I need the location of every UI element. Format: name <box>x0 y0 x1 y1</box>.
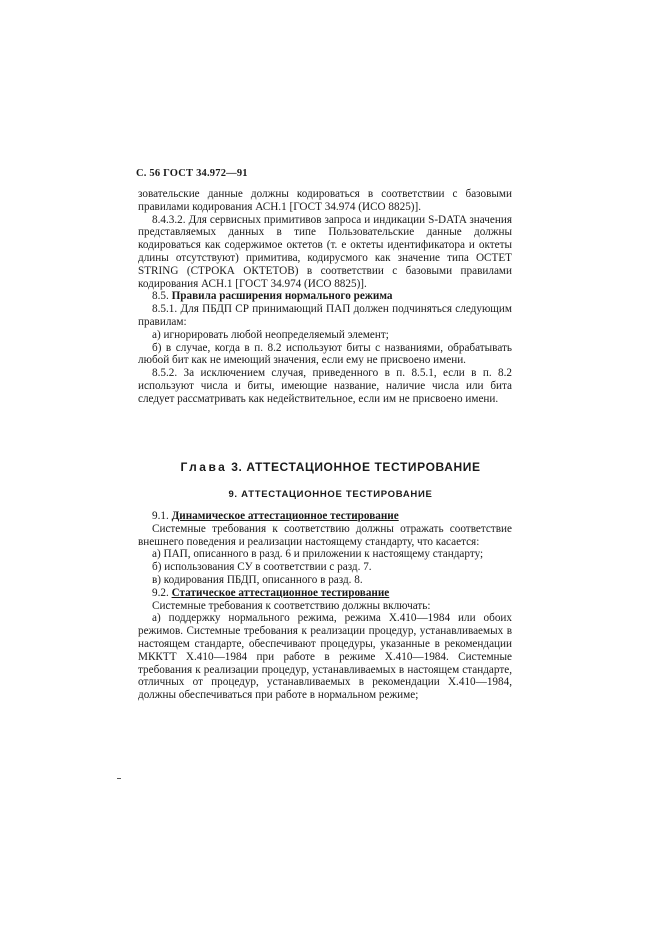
margin-mark <box>117 778 121 779</box>
heading-9-2 <box>138 587 512 600</box>
list-item-9-1-a: а) ПАП, описанного в разд. 6 и приложении к настоящему стандарту; <box>152 548 484 561</box>
heading-9-1-title: Динамическое аттестационное тестирование <box>171 510 399 522</box>
paragraph-9-1: Системные требования к соответствию должны отражать соответствие внешнего поведения и реализации настоящему стандарту, что касается: <box>138 522 512 548</box>
bottom-text-block <box>138 510 512 702</box>
list-item-9-2-a: а) поддержку нормального режима, режима Х.410—1984 или обоих режимов. Системные требования к реализации процедур, устанавливаемых в настоящем стандарте, обеспечивают процедуры, указанные в рекомендации МККТТ Х.410—1984 при работе в режиме Х.410—1984. Системные требования к реализации процедур, устанавливаемых в настоящем стандарте, отличных от процедур, устанавливаемых в рекомендации Х.410—1984, должны обеспечиваться при работе в нормальном режиме; <box>138 612 512 702</box>
heading-8-5-title: Правила расширения нормального режима <box>171 290 393 303</box>
paragraph-8-4-3-2: 8.4.3.2. Для сервисных примитивов запроса и индикации S-DATA значения представляемых данных в типе Пользовательские данные должны кодироваться как содержимое октетов (т. е октеты идентификатора и октеты длины отсутствуют) примитива, кодирусмого как значение типа OCTET STRING (СТРОКА ОКТЕТОВ) в соответствии с базовыми правилами кодирования АСН.1 [ГОСТ 34.974 (ИСО 8825)]. <box>138 213 512 290</box>
section-heading: 9. АТТЕСТАЦИОННОЕ ТЕСТИРОВАНИЕ <box>228 489 433 500</box>
heading-9-1 <box>138 510 512 523</box>
heading-8-5-number: 8.5. <box>152 290 169 303</box>
chapter-heading <box>0 460 661 474</box>
page-header: С. 56 ГОСТ 34.972—91 <box>136 168 248 179</box>
heading-8-5 <box>138 290 512 303</box>
chapter-title: 3. АТТЕСТАЦИОННОЕ ТЕСТИРОВАНИЕ <box>231 460 481 474</box>
heading-9-2-number: 9.2. <box>152 586 169 599</box>
paragraph-9-2: Системные требования к соответствию должны включать: <box>152 599 431 612</box>
list-item-a: а) игнорировать любой неопределяемый элемент; <box>152 328 389 341</box>
list-item-b: б) в случае, когда в п. 8.2 используют биты с названиями, обрабатывать любой бит как не имеющий значения, если ему не присвоено имени. <box>138 341 512 367</box>
heading-9-2-title: Статическое аттестационное тестирование <box>171 586 390 599</box>
paragraph-8-5-1: 8.5.1. Для ПБДП СР принимающий ПАП должен подчиняться следующим правилам: <box>138 303 512 328</box>
list-item-9-1-c: в) кодирования ПБДП, описанного в разд. 8. <box>152 573 363 586</box>
heading-9-1-number: 9.1. <box>152 510 169 522</box>
list-item-9-1-b: б) использования СУ в соответствии с разд. 7. <box>152 561 372 574</box>
chapter-label: Глава <box>180 460 228 474</box>
paragraph-8-5-2: 8.5.2. За исключением случая, приведенного в п. 8.5.1, если в п. 8.2 используют числа и биты, имеющие название, наличие числа или бита следует рассматривать как недействительное, если им не присвоено имени. <box>138 367 512 405</box>
top-text-block <box>138 188 512 406</box>
continued-paragraph: зовательские данные должны кодироваться в соответствии с базовыми правилами кодирования АСН.1 [ГОСТ 34.974 (ИСО 8825)]. <box>138 188 512 213</box>
